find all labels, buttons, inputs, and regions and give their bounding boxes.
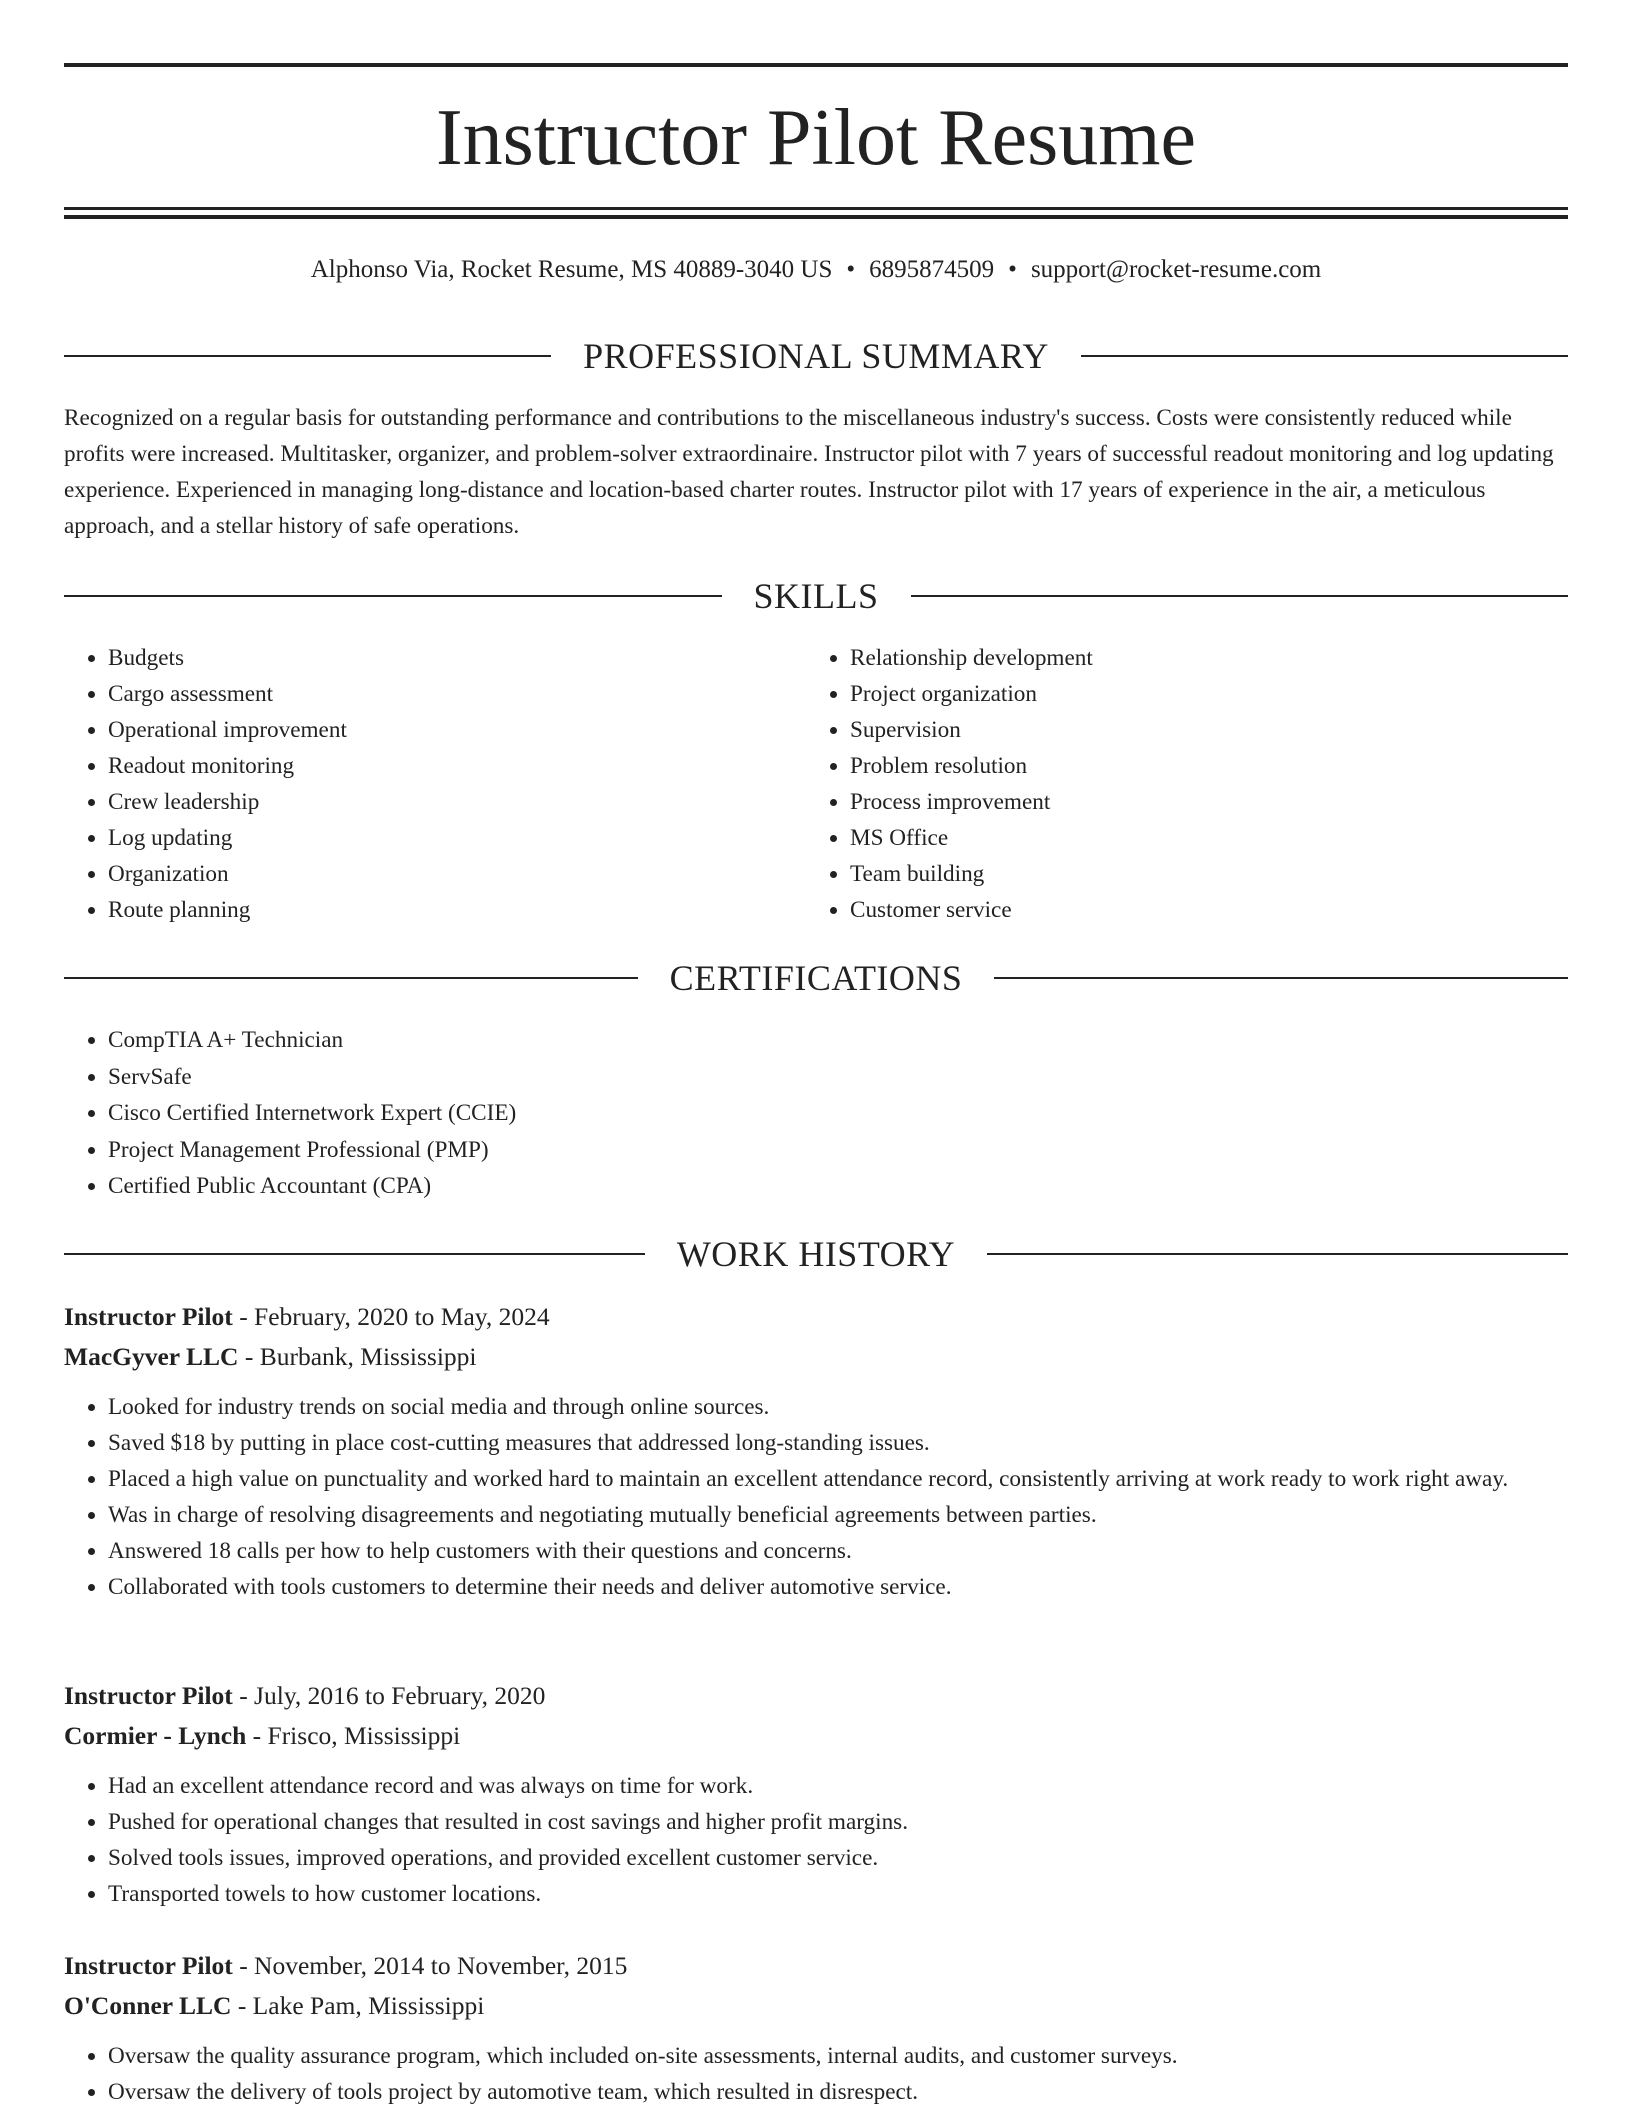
- divider: [64, 595, 722, 597]
- section-heading-summary: [64, 334, 1568, 378]
- job-bullet: • Was in charge of resolving disagreements and negotiating mutually beneficial agreements between parties.: [108, 1497, 1568, 1533]
- contact-separator: •: [846, 256, 856, 283]
- section-heading-work-history: [64, 1232, 1568, 1276]
- job-company: MacGyver LLC: [64, 1342, 239, 1371]
- job-title-line: [64, 1297, 1568, 1337]
- certification-item: • Certified Public Accountant (CPA): [108, 1168, 516, 1205]
- job-title: Instructor Pilot: [64, 1951, 233, 1980]
- divider: [64, 355, 551, 357]
- section-heading-skills: [64, 574, 1568, 618]
- skill-item: • Project organization: [850, 676, 1093, 712]
- skill-item: • Operational improvement: [108, 712, 347, 748]
- job-title: Instructor Pilot: [64, 1302, 233, 1331]
- job-company: O'Conner LLC: [64, 1991, 232, 2020]
- contact-email[interactable]: support@rocket-resume.com: [1030, 256, 1322, 283]
- job-entry: [64, 1676, 1568, 1912]
- job-title-line: [64, 1676, 1568, 1716]
- job-dates: - November, 2014 to November, 2015: [232, 1951, 628, 1980]
- skill-item: • Cargo assessment: [108, 676, 347, 712]
- certification-item: • Project Management Professional (PMP): [108, 1132, 516, 1169]
- resume-title: Instructor Pilot Resume: [436, 94, 1196, 182]
- job-entry: [64, 1297, 1568, 1605]
- skill-item: • Log updating: [108, 820, 347, 856]
- skill-item: • Readout monitoring: [108, 748, 347, 784]
- skills-list-right: [806, 640, 1093, 928]
- job-bullet: • Looked for industry trends on social media and through online sources.: [108, 1389, 1568, 1425]
- job-company-line: [64, 1716, 1568, 1756]
- job-bullet: • Answered 18 calls per how to help customers with their questions and concerns.: [108, 1533, 1568, 1569]
- divider: [1081, 355, 1568, 357]
- skill-item: • Organization: [108, 856, 347, 892]
- certification-item: • Cisco Certified Internetwork Expert (CCIE): [108, 1095, 516, 1132]
- job-location: - Lake Pam, Mississippi: [231, 1991, 485, 2020]
- contact-phone[interactable]: 6895874509: [869, 256, 995, 283]
- job-title-line: [64, 1946, 1568, 1986]
- job-bullet: • Solved tools issues, improved operations, and provided excellent customer service.: [108, 1840, 1568, 1876]
- divider: [64, 1253, 645, 1255]
- job-bullet: • Oversaw the quality assurance program, which included on-site assessments, internal audits, and customer surveys.: [108, 2038, 1568, 2074]
- job-bullet: • Saved $18 by putting in place cost-cutting measures that addressed long-standing issues.: [108, 1425, 1568, 1461]
- skill-item: • Route planning: [108, 892, 347, 928]
- certifications-list: [64, 1022, 516, 1205]
- section-title: PROFESSIONAL SUMMARY: [583, 336, 1049, 376]
- skill-item: • MS Office: [850, 820, 1093, 856]
- skill-item: • Process improvement: [850, 784, 1093, 820]
- skill-item: • Supervision: [850, 712, 1093, 748]
- divider: [994, 977, 1568, 979]
- title-rule-upper: [64, 207, 1568, 210]
- job-bullets: [64, 2038, 1568, 2110]
- job-location: - Frisco, Mississippi: [246, 1721, 461, 1750]
- divider: [64, 977, 638, 979]
- skill-item: • Customer service: [850, 892, 1093, 928]
- job-bullet: • Transported towels to how customer locations.: [108, 1876, 1568, 1912]
- skill-item: • Crew leadership: [108, 784, 347, 820]
- skill-item: • Budgets: [108, 640, 347, 676]
- divider: [987, 1253, 1568, 1255]
- contact-separator: •: [1008, 256, 1017, 283]
- certification-item: • ServSafe: [108, 1059, 516, 1096]
- certification-item: • CompTIA A+ Technician: [108, 1022, 516, 1059]
- job-company-line: [64, 1986, 1568, 2026]
- job-entry: [64, 1946, 1568, 2110]
- job-bullet: • Collaborated with tools customers to determine their needs and deliver automotive service.: [108, 1569, 1568, 1605]
- top-rule: [64, 63, 1568, 67]
- job-company-line: [64, 1337, 1568, 1377]
- job-company: Cormier - Lynch: [64, 1721, 247, 1750]
- job-title: Instructor Pilot: [64, 1681, 233, 1710]
- job-bullets: [64, 1389, 1568, 1605]
- section-title: WORK HISTORY: [676, 1234, 956, 1274]
- contact-line: [64, 254, 1568, 286]
- job-dates: - July, 2016 to February, 2020: [232, 1681, 546, 1710]
- skills-list-left: [64, 640, 347, 928]
- section-heading-certifications: [64, 956, 1568, 1000]
- divider: [911, 595, 1569, 597]
- job-location: - Burbank, Mississippi: [238, 1342, 477, 1371]
- section-title: SKILLS: [753, 576, 879, 616]
- job-bullet: • Had an excellent attendance record and was always on time for work.: [108, 1768, 1568, 1804]
- job-bullets: [64, 1768, 1568, 1912]
- title-rule-lower: [64, 215, 1568, 219]
- job-dates: - February, 2020 to May, 2024: [232, 1302, 550, 1331]
- section-title: CERTIFICATIONS: [669, 958, 963, 998]
- job-bullet: • Oversaw the delivery of tools project by automotive team, which resulted in disrespect.: [108, 2074, 1568, 2110]
- skill-item: • Relationship development: [850, 640, 1093, 676]
- professional-summary: Recognized on a regular basis for outstanding performance and contributions to the miscellaneous industry's success. Costs were consistently reduced while profits were increased. Multitasker, organizer, and problem-solver extraordinaire. Instructor pilot with 7 years of successful readout monitoring and log updating experience. Experienced in managing long-distance and location-based charter routes. Instructor pilot with 17 years of experience in the air, a meticulous approach, and a stellar history of safe operations.: [64, 405, 1554, 539]
- contact-address: Alphonso Via, Rocket Resume, MS 40889-3040 US: [310, 256, 833, 283]
- job-bullet: • Placed a high value on punctuality and worked hard to maintain an excellent attendance record, consistently arriving at work ready to work right away.: [108, 1461, 1568, 1497]
- skill-item: • Team building: [850, 856, 1093, 892]
- skill-item: • Problem resolution: [850, 748, 1093, 784]
- job-bullet: • Pushed for operational changes that resulted in cost savings and higher profit margins.: [108, 1804, 1568, 1840]
